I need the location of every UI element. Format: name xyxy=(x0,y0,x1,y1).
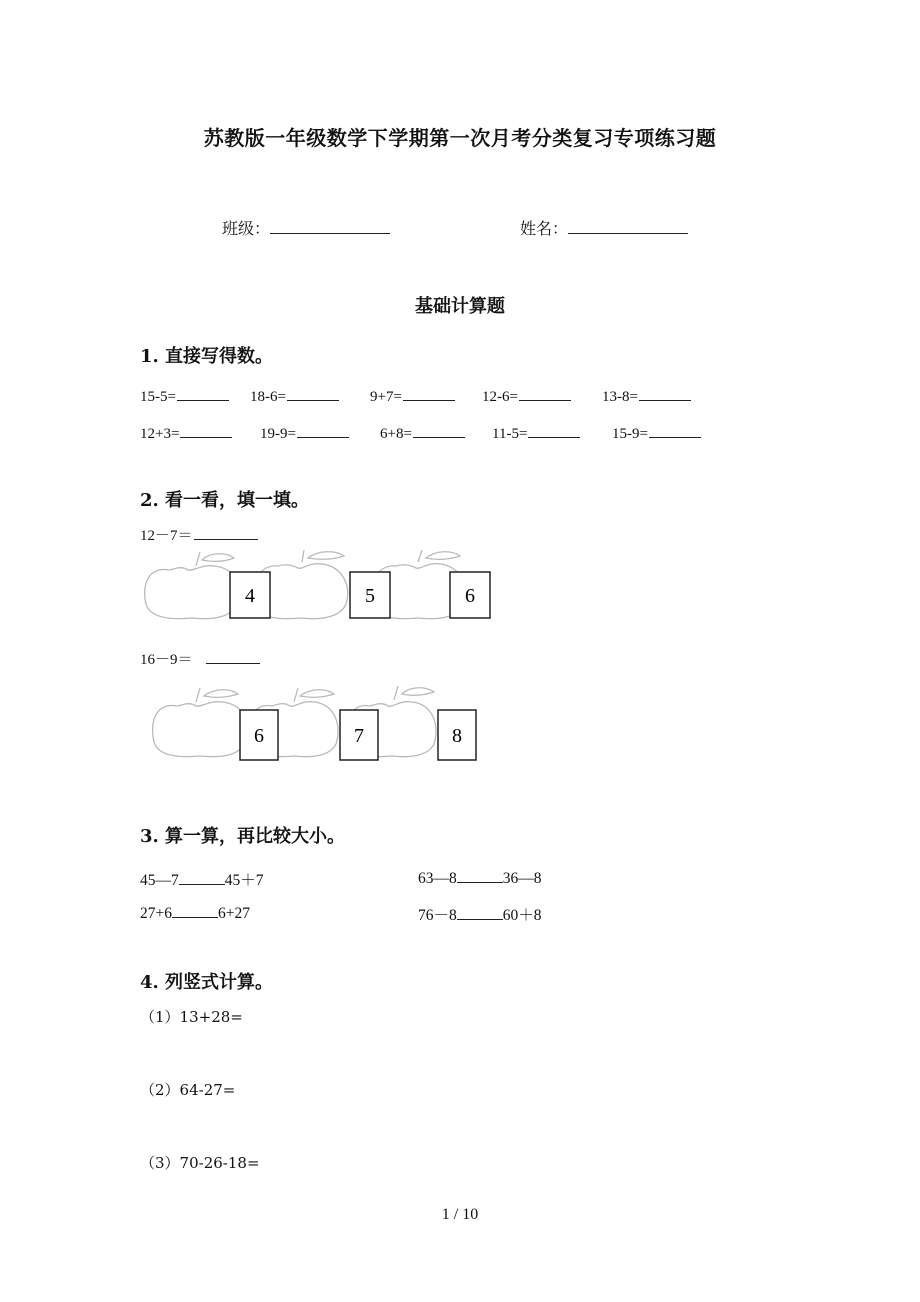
q1-item: 15-5= xyxy=(140,386,229,406)
answer-blank[interactable] xyxy=(180,423,232,438)
answer-blank[interactable] xyxy=(457,905,503,920)
page-title: 苏教版一年级数学下学期第一次月考分类复习专项练习题 xyxy=(203,126,717,150)
class-blank[interactable] xyxy=(270,217,390,234)
class-field xyxy=(222,216,390,239)
q3-item: 76－8 60＋8 xyxy=(418,907,542,924)
answer-blank[interactable] xyxy=(172,903,218,918)
answer-blank[interactable] xyxy=(179,870,225,885)
q4-item: （2）64-27= xyxy=(140,1081,236,1099)
q1-item: 6+8= xyxy=(380,423,465,443)
q1-item: 19-9= xyxy=(260,423,349,443)
section-title: 基础计算题 xyxy=(415,296,505,317)
apple-card-group-1 xyxy=(140,548,510,628)
q1-item: 18-6= xyxy=(250,386,339,406)
name-field xyxy=(520,216,688,239)
name-blank[interactable] xyxy=(568,217,688,234)
q3-title: 3. 算一算，再比较大小。 xyxy=(140,826,346,847)
q1-item: 13-8= xyxy=(602,386,691,406)
number-cards-1 xyxy=(230,572,490,618)
q4-item: （1）13+28= xyxy=(140,1008,243,1026)
answer-blank[interactable] xyxy=(528,423,580,438)
answer-blank[interactable] xyxy=(177,386,229,401)
q4-title: 4. 列竖式计算。 xyxy=(140,972,274,993)
card-number: 7 xyxy=(354,725,364,747)
answer-blank[interactable] xyxy=(519,386,571,401)
card-number: 6 xyxy=(465,585,475,607)
apple-outline-icon xyxy=(153,686,436,757)
card-number: 4 xyxy=(245,585,255,607)
q3-item: 27+6 6+27 xyxy=(140,905,250,922)
answer-blank[interactable] xyxy=(649,423,701,438)
answer-blank[interactable] xyxy=(639,386,691,401)
q1-item: 9+7= xyxy=(370,386,455,406)
q2-equation-1: 12－7＝ xyxy=(140,524,258,545)
card-number: 5 xyxy=(365,585,375,607)
number-cards-2 xyxy=(240,710,476,760)
answer-blank[interactable] xyxy=(403,386,455,401)
q4-item: （3）70-26-18= xyxy=(140,1154,260,1172)
answer-blank[interactable] xyxy=(206,649,260,664)
q2-title: 2. 看一看，填一填。 xyxy=(140,490,310,511)
answer-blank[interactable] xyxy=(457,868,503,883)
answer-blank[interactable] xyxy=(413,423,465,438)
q1-item: 15-9= xyxy=(612,423,701,443)
answer-blank[interactable] xyxy=(194,525,258,540)
answer-blank[interactable] xyxy=(287,386,339,401)
apple-card-group-2 xyxy=(148,684,488,766)
q3-item: 63—8 36—8 xyxy=(418,870,542,887)
q1-item: 11-5= xyxy=(492,423,580,443)
apple-outline-icon xyxy=(145,550,466,619)
page-number: 1 / 10 xyxy=(441,1206,479,1223)
q2-equation-2: 16－9＝ xyxy=(140,648,260,669)
card-number: 6 xyxy=(254,725,264,747)
card-number: 8 xyxy=(452,725,462,747)
answer-blank[interactable] xyxy=(297,423,349,438)
class-label: 班级： xyxy=(222,219,271,238)
q3-item: 45—7 45＋7 xyxy=(140,872,264,889)
q1-item: 12-6= xyxy=(482,386,571,406)
name-label: 姓名： xyxy=(520,219,569,238)
q1-title: 1. 直接写得数。 xyxy=(140,346,274,367)
q1-item: 12+3= xyxy=(140,423,232,443)
